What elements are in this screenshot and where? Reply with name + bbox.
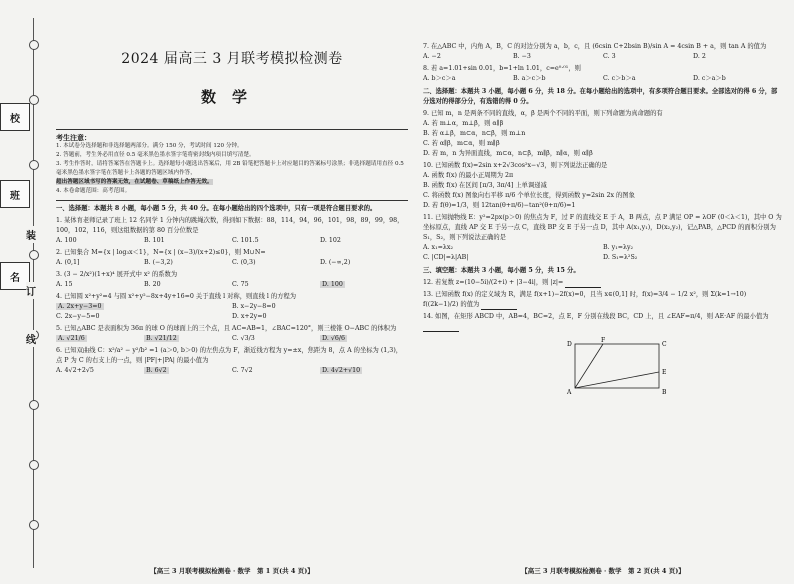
label-e: E bbox=[662, 369, 667, 376]
question-5: 5. 已知△ABC 是表面积为 36π 的球 O 的球面上的三个点，且 AC=AB=1，∠BAC=120°，则三棱锥 O−ABC 的体积为 bbox=[56, 325, 397, 332]
page-2-footer: 【高三 3 月联考模拟检测卷 · 数学 第 2 页(共 4 页)】 bbox=[521, 567, 685, 575]
option: B. √21/12 bbox=[146, 335, 177, 342]
option: A. (0,1] bbox=[56, 259, 80, 266]
question-7: 7. 在△ABC 中，内角 A，B，C 的对边分别为 a，b，c，且 (6csin C+2bsin B)/sin A = 4csin B + a，则 tan A 的值为 bbox=[423, 43, 767, 50]
question-4-options bbox=[56, 302, 408, 322]
question-8: 8. 若 a=1.01+sin 0.01，b=1+ln 1.01，c=e⁰·⁰¹，则 bbox=[423, 65, 581, 72]
question-9: 9. 已知 m，n 是两条不同的直线，α，β 是两个不同的平面，则下列命题为真命题的有 bbox=[423, 110, 663, 117]
subject-title: 数学 bbox=[200, 88, 263, 106]
binding-hole bbox=[29, 460, 39, 470]
option: D. √6/6 bbox=[322, 335, 345, 342]
option: D. (−∞,2) bbox=[320, 259, 351, 266]
segment-ae bbox=[575, 372, 659, 388]
option: D. 102 bbox=[320, 237, 341, 244]
option: C. |CD|=λ|AB| bbox=[423, 254, 469, 261]
question-12: 12. 若复数 z=(10−5i)/(2+i) + |3−4i|，则 |z|= bbox=[423, 278, 783, 288]
option: D. 100 bbox=[322, 281, 343, 288]
binding-hole bbox=[29, 250, 39, 260]
page-2 bbox=[423, 40, 783, 575]
option: C. 2x−y−5=0 bbox=[56, 313, 100, 320]
segment-af bbox=[575, 344, 603, 388]
option: D. x+2y=0 bbox=[232, 313, 267, 320]
option: B. (−3,2) bbox=[144, 259, 173, 266]
option: C. 75 bbox=[232, 281, 249, 288]
exam-title: 2024 届高三 3 月联考模拟检测卷 bbox=[121, 51, 343, 67]
section-two-heading: 二、选择题：本题共 3 小题，每小题 6 分，共 18 分。在每小题给出的选项中，有多项符合题目要求。全部选对的得 6 分，部分选对的得部分分，有选错的得 0 分。 bbox=[423, 88, 778, 105]
option: A. 函数 f(x) 的最小正周期为 2π bbox=[423, 172, 514, 179]
label-d: D bbox=[567, 341, 572, 348]
notice-highlight: 超出答题区域书写的答案无效，在试题卷、草稿纸上作答无效。 bbox=[56, 179, 213, 185]
question-8-options bbox=[423, 74, 783, 84]
option: A. 100 bbox=[56, 237, 77, 244]
binding-word-xian: 线 bbox=[26, 330, 36, 347]
option: C. 7√2 bbox=[232, 367, 253, 374]
binding-word-ding: 订 bbox=[26, 282, 36, 299]
question-2: 2. 已知集合 M={x | log₃x＜1}，N={x | (x−3)/(x+2)≤0}，则 M∪N= bbox=[56, 249, 266, 256]
notice-heading: 考生注意： bbox=[56, 133, 91, 142]
question-5-options bbox=[56, 334, 408, 344]
option: B. y₁=λy₂ bbox=[603, 244, 634, 251]
binding-margin bbox=[0, 0, 48, 584]
rectangle-abcd bbox=[575, 344, 659, 388]
question-11-options bbox=[423, 243, 783, 263]
question-10-options bbox=[423, 171, 783, 211]
question-2-options bbox=[56, 258, 408, 268]
option: A. x₁=λx₂ bbox=[423, 244, 453, 251]
option: B. 101 bbox=[144, 237, 165, 244]
option: A. b＞c＞a bbox=[423, 75, 456, 82]
option: C. (0,3) bbox=[232, 259, 256, 266]
option: B. 若 α⊥β，m⊂α，n⊂β，则 m⊥n bbox=[423, 130, 526, 137]
question-1-options bbox=[56, 236, 408, 246]
notice-item: 2. 答题前，考生务必用直径 0.5 毫米黑色墨水签字笔将密封线内项目填写清楚。 bbox=[56, 152, 255, 158]
question-7-options bbox=[423, 52, 783, 62]
option: C. c＞b＞a bbox=[603, 75, 636, 82]
section-three-heading: 三、填空题：本题共 3 小题，每小题 5 分，共 15 分。 bbox=[423, 267, 580, 274]
option: B. 函数 f(x) 在区间 [π/3, 3π/4] 上单调递减 bbox=[423, 182, 547, 189]
label-a: A bbox=[567, 389, 572, 396]
page-1-footer: 【高三 3 月联考模拟检测卷 · 数学 第 1 页(共 4 页)】 bbox=[150, 567, 314, 575]
option: D. 若 m，n 为异面直线，m⊂α，n⊂β，m∥β，n∥α，则 α∥β bbox=[423, 150, 593, 157]
rectangle-diagram bbox=[563, 336, 673, 398]
option: A. 4√2+2√5 bbox=[56, 367, 94, 374]
option: D. 4√2+√10 bbox=[322, 367, 361, 374]
option: B. a＞c＞b bbox=[513, 75, 546, 82]
option: B. 6√2 bbox=[146, 367, 167, 374]
option: C. 若 α∥β，m⊂α，则 m∥β bbox=[423, 140, 500, 147]
notice-item: 4. 本卷命题范围：高考范围。 bbox=[56, 188, 131, 194]
question-11: 11. 已知抛物线 E：y²=2px(p＞0) 的焦点为 F，过 F 的直线交 E 于 A，B 两点，点 P 满足 OP = λOF (0＜λ＜1)，其中 O 为坐标原点，直线 AP 交 E 于另一点 C，直线 BP 交 E 于另一点 D，其中 A(x₁,y₁)，D(x₂,y₂)，记△PAB，△PCD 的面积分别为 S₁，S₂，则下列说法正确的是 bbox=[423, 214, 782, 241]
binding-hole bbox=[29, 160, 39, 170]
option: B. 20 bbox=[144, 281, 161, 288]
option: D. c＞a＞b bbox=[693, 75, 726, 82]
question-4: 4. 已知圆 x²+y²=4 与圆 x²+y²−8x+4y+16=0 关于直线 l 对称，则直线 l 的方程为 bbox=[56, 293, 297, 300]
option: B. −3 bbox=[513, 53, 531, 60]
option: C. 3 bbox=[603, 53, 616, 60]
answer-blank[interactable] bbox=[481, 302, 517, 310]
name-label: 名 bbox=[0, 262, 30, 290]
question-9-options bbox=[423, 119, 783, 159]
answer-blank[interactable] bbox=[423, 324, 459, 332]
option: D. 若 f(θ)=1/3，则 12tan(θ+π/6)−tan²(θ+π/6)=1 bbox=[423, 202, 576, 209]
option: A. 若 m⊥α，m⊥β，则 α∥β bbox=[423, 120, 504, 127]
question-13: 13. 已知函数 f(x) 的定义域为 R，满足 f(x+1)−2f(x)=0，且当 x∈(0,1] 时，f(x)=3/4 − 1/2 x²，则 Σ(k=1→10) f((2k−1)/2) 的值为 bbox=[423, 291, 747, 308]
option: A. 15 bbox=[56, 281, 73, 288]
binding-word-zhuang: 装 bbox=[26, 226, 36, 243]
question-14: 14. 如图，在矩形 ABCD 中，AB=4，BC=2，点 E，F 分别在线段 BC，CD 上，且 ∠EAF=π/4，则 AE·AF 的最小值为 bbox=[423, 312, 783, 332]
answer-blank[interactable] bbox=[565, 280, 601, 288]
question-1: 1. 某体育老师记录了班上 12 名同学 1 分钟内的跳绳次数，得到如下数据：88，114，94，96，101，98，89，99，98，100，102，116，则这组数据的第 80 百分位数是 bbox=[56, 217, 404, 234]
notice-item: 1. 本试卷分选择题和非选择题两部分。满分 150 分，考试时间 120 分钟。 bbox=[56, 143, 243, 149]
notice-item: 3. 考生作答时，请将答案答在答题卡上。选择题每小题选出答案后，用 2B 铅笔把答题卡上对应题目的答案标号涂黑；非选择题请用直径 0.5 毫米黑色墨水签字笔在答题卡上各题的答题区域内作答， bbox=[56, 161, 404, 176]
label-c: C bbox=[662, 341, 667, 348]
option: A. 2x+y−3=0 bbox=[58, 303, 102, 310]
notice-box bbox=[56, 129, 408, 201]
option: A. √21/6 bbox=[58, 335, 85, 342]
school-label: 校 bbox=[0, 103, 30, 131]
label-f: F bbox=[601, 337, 606, 344]
option: D. 2 bbox=[693, 53, 706, 60]
question-6: 6. 已知双曲线 C：x²/a² − y²/b² =1 (a＞0, b＞0) 的左焦点为 F，渐近线方程为 y=±x，焦距为 8，点 A 的坐标为 (1,3)，点 P 为 C 的右支上的一点，则 |PF|+|PA| 的最小值为 bbox=[56, 347, 403, 364]
option: C. √3/3 bbox=[232, 335, 255, 342]
binding-hole bbox=[29, 40, 39, 50]
binding-hole bbox=[29, 95, 39, 105]
option: A. −2 bbox=[423, 53, 441, 60]
binding-hole bbox=[29, 400, 39, 410]
question-6-options bbox=[56, 366, 408, 376]
page-1 bbox=[56, 40, 408, 575]
option: B. x−2y−8=0 bbox=[232, 303, 276, 310]
question-3-options bbox=[56, 280, 408, 290]
option: D. S₁=λ²S₂ bbox=[603, 254, 638, 261]
option: C. 101.5 bbox=[232, 237, 259, 244]
question-10: 10. 已知函数 f(x)=2sin x+2√3cos²x−√3，则下列说法正确的是 bbox=[423, 162, 608, 169]
rectangle-figure bbox=[563, 336, 783, 402]
section-one-heading: 一、选择题：本题共 8 小题，每小题 5 分，共 40 分。在每小题给出的四个选项中，只有一项是符合题目要求的。 bbox=[56, 205, 377, 212]
binding-hole bbox=[29, 520, 39, 530]
label-b: B bbox=[662, 389, 667, 396]
class-label: 班 bbox=[0, 180, 30, 208]
question-3: 3. (3 − 2/x²)(1+x)⁴ 展开式中 x² 的系数为 bbox=[56, 271, 178, 278]
option: C. 将函数 f(x) 图象向右平移 π/6 个单位长度，得到函数 y=2sin 2x 的图象 bbox=[423, 192, 635, 199]
